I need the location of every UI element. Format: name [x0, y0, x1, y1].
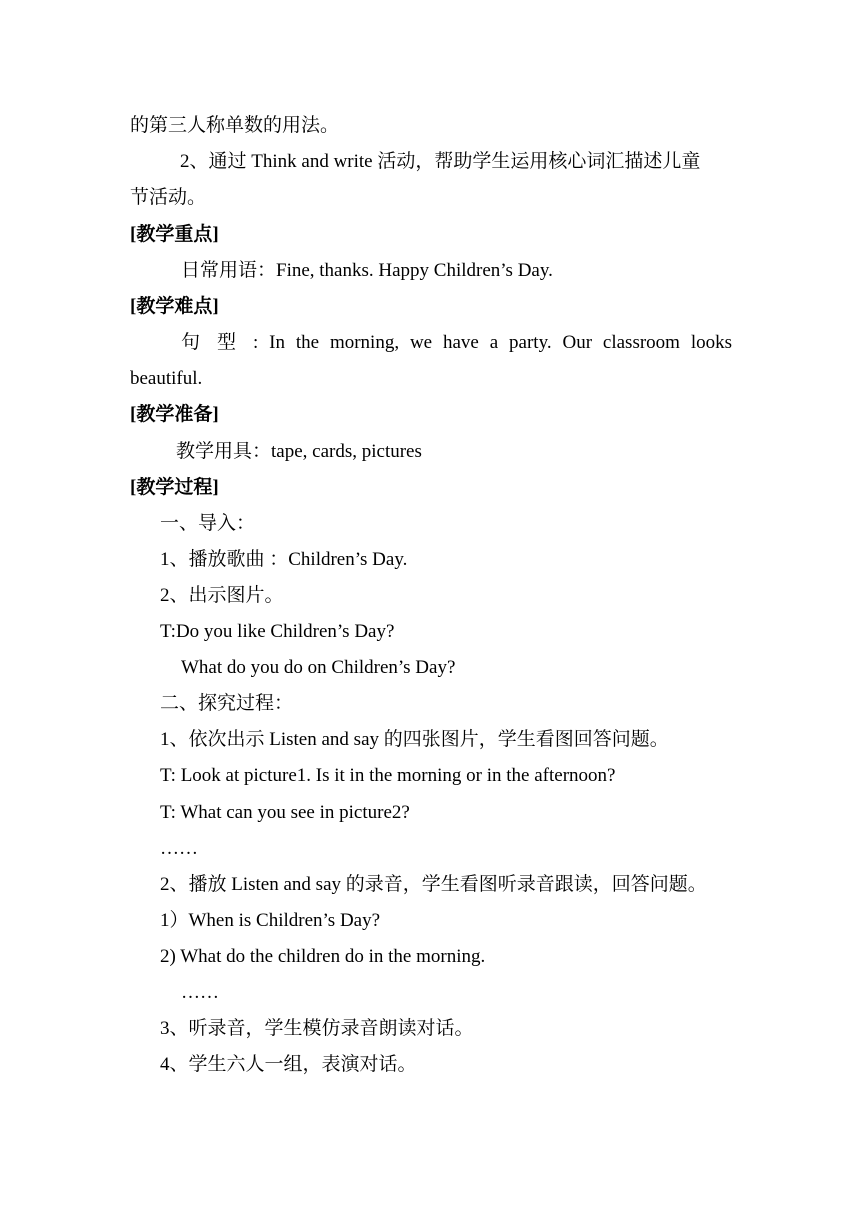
- text-line: 1）When is Children’s Day?: [160, 910, 381, 931]
- section-heading: [教学难点]: [130, 296, 219, 317]
- text-line: T:Do you like Children’s Day?: [160, 621, 395, 642]
- text-line: 3、听录音，学生模仿录音朗读对话。: [160, 1018, 474, 1039]
- text-line: T: What can you see in picture2?: [160, 802, 410, 823]
- text-line: 教学用具：tape, cards, pictures: [176, 441, 422, 462]
- text-line: ……: [160, 838, 198, 859]
- text-line: beautiful.: [130, 368, 203, 389]
- text-line: 2) What do the children do in the morning.: [160, 946, 486, 967]
- text-line: 2、通过 Think and write 活动，帮助学生运用核心词汇描述儿童: [180, 151, 701, 172]
- text-line: 4、学生六人一组，表演对话。: [160, 1054, 417, 1075]
- text-line: What do you do on Children’s Day?: [181, 657, 456, 678]
- text-line: 2、播放 Listen and say 的录音，学生看图听录音跟读，回答问题。: [160, 874, 707, 895]
- text-line: 节活动。: [130, 187, 207, 208]
- text-line: 1、播放歌曲 ：Children’s Day.: [160, 549, 408, 570]
- section-heading: [教学过程]: [130, 477, 219, 498]
- text-line: ……: [181, 982, 219, 1003]
- section-heading: [教学重点]: [130, 224, 219, 245]
- text-line: 2、出示图片。: [160, 585, 284, 606]
- section-heading: [教学准备]: [130, 404, 219, 425]
- text-line: 句 型 : In the morning, we have a party. Our classroom looks: [181, 332, 732, 353]
- text-line: 二、探究过程：: [160, 693, 294, 714]
- text-line: T: Look at picture1. Is it in the morning or in the afternoon?: [160, 765, 616, 786]
- text-line: 一、导入：: [160, 513, 256, 534]
- text-line: 日常用语：Fine, thanks. Happy Children’s Day.: [181, 260, 553, 281]
- text-line: 1、依次出示 Listen and say 的四张图片，学生看图回答问题。: [160, 729, 669, 750]
- text-line: 的第三人称单数的用法。: [130, 115, 340, 136]
